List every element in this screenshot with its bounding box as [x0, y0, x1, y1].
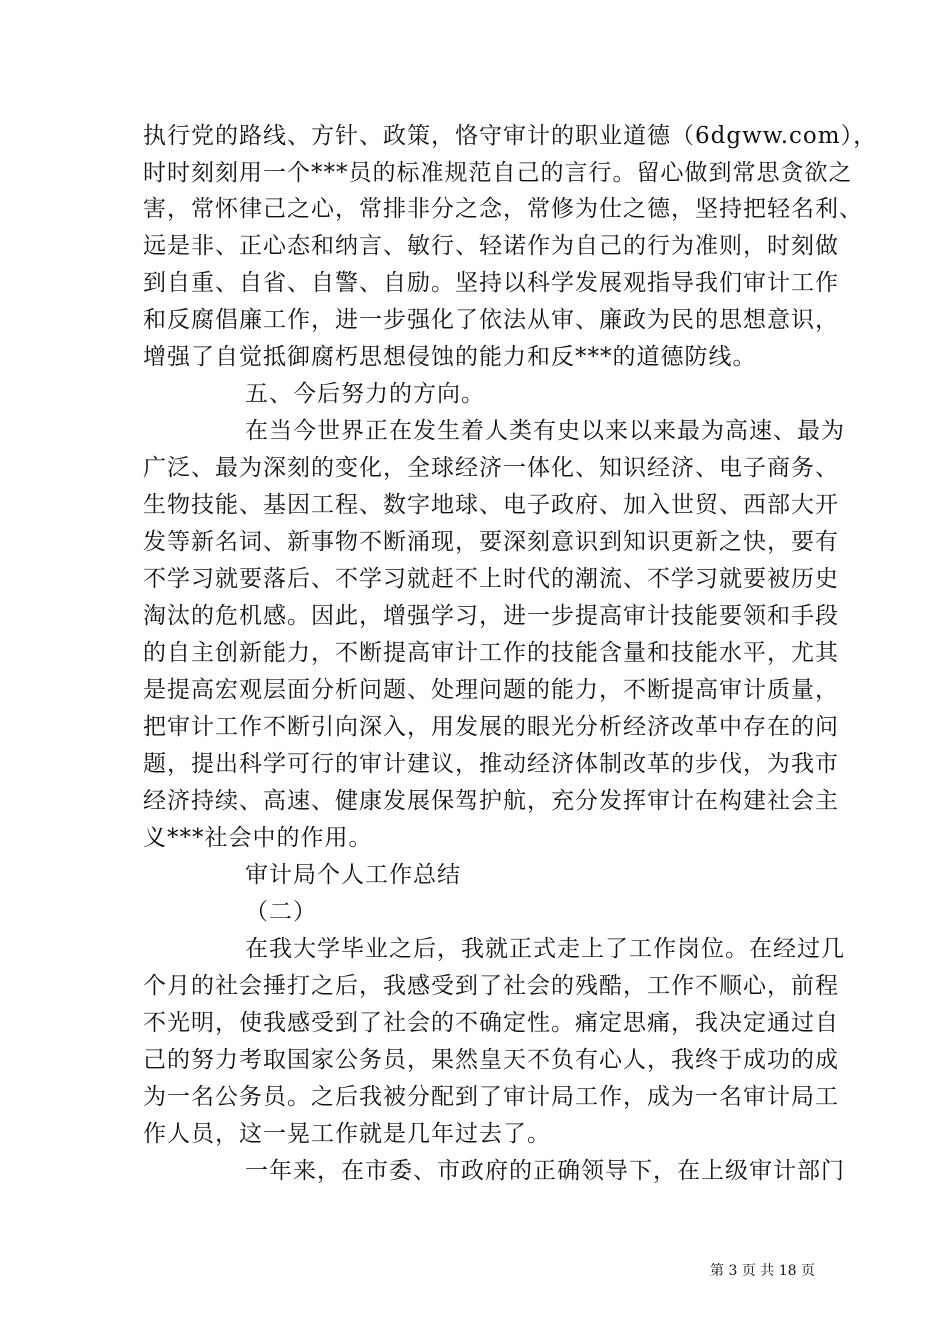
- paragraph-start: 一年来，在市委、市政府的正确领导下，在上级审计部门: [245, 1158, 845, 1184]
- text-line: 的自主创新能力，不断提高审计工作的技能含量和技能水平，尤其: [143, 640, 839, 666]
- subtitle-number: （二）: [245, 899, 317, 925]
- text-line: 题，提出科学可行的审计建议，推动经济体制改革的步伐，为我市: [143, 751, 839, 777]
- text-line: 远是非、正心态和纳言、敏行、轻诺作为自己的行为准则，时刻做: [143, 233, 839, 259]
- page-number: 第 3 页 共 18 页: [710, 1263, 815, 1279]
- text-line: 把审计工作不断引向深入，用发展的眼光分析经济改革中存在的问: [143, 714, 839, 740]
- text-line: 个月的社会捶打之后，我感受到了社会的残酷，工作不顺心，前程: [143, 973, 839, 999]
- text-line: 害，常怀律己之心，常排非分之念，常修为仕之德，坚持把轻名利、: [143, 196, 863, 222]
- paragraph-start: 在我大学毕业之后，我就正式走上了工作岗位。在经过几: [245, 936, 845, 962]
- text-line: 不学习就要落后、不学习就赶不上时代的潮流、不学习就要被历史: [143, 566, 839, 592]
- text-line: 经济持续、高速、健康发展保驾护航，充分发挥审计在构建社会主: [143, 788, 839, 814]
- text-line: 淘汰的危机感。因此，增强学习，进一步提高审计技能要领和手段: [143, 603, 839, 629]
- paragraph-start: 在当今世界正在发生着人类有史以来以来最为高速、最为: [245, 418, 845, 444]
- text-line: 增强了自觉抵御腐朽思想侵蚀的能力和反***的道德防线。: [143, 344, 757, 370]
- text-line: 发等新名词、新事物不断涌现，要深刻意识到知识更新之快，要有: [143, 529, 839, 555]
- text-line: 和反腐倡廉工作，进一步强化了依法从审、廉政为民的思想意识，: [143, 307, 839, 333]
- subtitle: 审计局个人工作总结: [245, 862, 461, 888]
- text-line: 到自重、自省、自警、自励。坚持以科学发展观指导我们审计工作: [143, 270, 839, 296]
- text-line: 己的努力考取国家公务员，果然皇天不负有心人，我终于成功的成: [143, 1047, 839, 1073]
- text-line: 执行党的路线、方针、政策，恪守审计的职业道德（6dgww.com），: [143, 123, 878, 149]
- text-line: 是提高宏观层面分析问题、处理问题的能力，不断提高审计质量，: [143, 677, 839, 703]
- text-line: 生物技能、基因工程、数字地球、电子政府、加入世贸、西部大开: [143, 492, 839, 518]
- text-line: 为一名公务员。之后我被分配到了审计局工作，成为一名审计局工: [143, 1084, 839, 1110]
- section-heading: 五、今后努力的方向。: [245, 381, 485, 407]
- text-line: 广泛、最为深刻的变化，全球经济一体化、知识经济、电子商务、: [143, 455, 839, 481]
- text-line: 不光明，使我感受到了社会的不确定性。痛定思痛，我决定通过自: [143, 1010, 839, 1036]
- text-line: 义***社会中的作用。: [143, 825, 373, 851]
- text-line: 时时刻刻用一个***员的标准规范自己的言行。留心做到常思贪欲之: [143, 160, 853, 186]
- text-line: 作人员，这一晃工作就是几年过去了。: [143, 1121, 551, 1147]
